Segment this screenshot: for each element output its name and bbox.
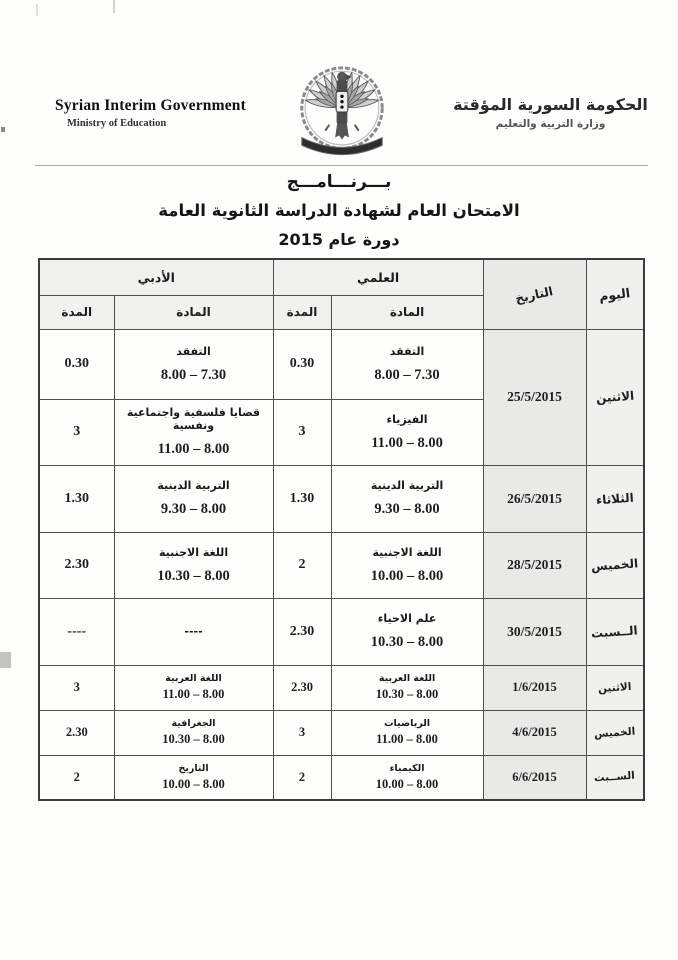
arabic-org-title: الحكومة السورية المؤقتة (453, 95, 648, 114)
day-cell: الســبت (586, 755, 644, 800)
header-subject-literary: المادة (114, 295, 273, 329)
scientific-subject-cell: علم الاحياء 10.30 – 8.00 (331, 598, 483, 665)
header-literary-branch: الأدبي (39, 259, 273, 295)
scientific-duration-cell: 0.30 (273, 329, 331, 399)
literary-duration-cell: 3 (39, 665, 114, 710)
exam-schedule-table (38, 258, 645, 801)
literary-duration-cell: 2.30 (39, 532, 114, 598)
literary-duration-cell: 0.30 (39, 329, 114, 399)
literary-duration-cell: 2.30 (39, 710, 114, 755)
date-cell: 25/5/2015 (483, 329, 586, 465)
date-cell: 30/5/2015 (483, 598, 586, 665)
scientific-subject-cell: التفقد 8.00 – 7.30 (331, 329, 483, 399)
date-cell: 26/5/2015 (483, 465, 586, 532)
date-cell: 6/6/2015 (483, 755, 586, 800)
table-row (39, 710, 644, 755)
english-org-title: Syrian Interim Government (55, 97, 246, 114)
eagle-emblem-icon (283, 62, 401, 164)
literary-subject-cell: ---- (114, 598, 273, 665)
scan-artifact (0, 652, 11, 668)
scientific-duration-cell: 3 (273, 710, 331, 755)
program-title: بـــرنـــامـــج (286, 172, 392, 192)
exam-title: الامتحان العام لشهادة الدراسة الثانوية العامة (158, 201, 520, 220)
day-cell: الخميس (586, 710, 644, 755)
literary-duration-cell: 1.30 (39, 465, 114, 532)
scientific-subject-cell: الفيزياء 11.00 – 8.00 (331, 399, 483, 465)
english-org-block (55, 97, 246, 129)
scientific-duration-cell: 2.30 (273, 598, 331, 665)
literary-duration-cell: 3 (39, 399, 114, 465)
scientific-duration-cell: 3 (273, 399, 331, 465)
scientific-subject-cell: اللغة الاجنبية 10.00 – 8.00 (331, 532, 483, 598)
header-duration-literary: المدة (39, 295, 114, 329)
scientific-subject-cell: الكيمياء 10.00 – 8.00 (331, 755, 483, 800)
literary-subject-cell: اللغة الاجنبية 10.30 – 8.00 (114, 532, 273, 598)
scientific-duration-cell: 2.30 (273, 665, 331, 710)
document-titles (0, 167, 678, 249)
header-subject-scientific: المادة (331, 295, 483, 329)
table-row (39, 532, 644, 598)
literary-subject-cell: التفقد 8.00 – 7.30 (114, 329, 273, 399)
literary-duration-cell: ---- (39, 598, 114, 665)
scientific-subject-cell: الرياضيات 11.00 – 8.00 (331, 710, 483, 755)
literary-subject-cell: الجغرافية 10.30 – 8.00 (114, 710, 273, 755)
table-row (39, 465, 644, 532)
header-date: التاريخ (483, 259, 586, 329)
scientific-duration-cell: 2 (273, 755, 331, 800)
header-scientific-branch: العلمي (273, 259, 483, 295)
day-cell: الاثنين (586, 665, 644, 710)
letterhead (0, 0, 678, 167)
english-org-subtitle: Ministry of Education (67, 118, 167, 129)
literary-subject-cell: التاريخ 10.00 – 8.00 (114, 755, 273, 800)
date-cell: 4/6/2015 (483, 710, 586, 755)
day-cell: الخميس (586, 532, 644, 598)
literary-subject-cell: التربية الدينية 9.30 – 8.00 (114, 465, 273, 532)
letterhead-divider (35, 165, 648, 166)
date-cell: 28/5/2015 (483, 532, 586, 598)
header-duration-scientific: المدة (273, 295, 331, 329)
literary-subject-cell: قضايا فلسفية واجتماعية ونفسية 11.00 – 8.00 (114, 399, 273, 465)
scientific-duration-cell: 1.30 (273, 465, 331, 532)
arabic-org-block (453, 95, 648, 130)
literary-subject-cell: اللغة العربية 11.00 – 8.00 (114, 665, 273, 710)
scientific-duration-cell: 2 (273, 532, 331, 598)
literary-duration-cell: 2 (39, 755, 114, 800)
scientific-subject-cell: اللغة العربية 10.30 – 8.00 (331, 665, 483, 710)
day-cell: الاثنين (586, 329, 644, 465)
session-title: دورة عام 2015 (278, 230, 400, 249)
scientific-subject-cell: التربية الدينية 9.30 – 8.00 (331, 465, 483, 532)
table-row (39, 329, 644, 399)
table-row (39, 665, 644, 710)
table-row (39, 755, 644, 800)
arabic-org-subtitle: وزارة التربية والتعليم (495, 118, 606, 130)
day-cell: الــسبت (586, 598, 644, 665)
day-cell: الثلاثاء (586, 465, 644, 532)
date-cell: 1/6/2015 (483, 665, 586, 710)
table-row (39, 598, 644, 665)
header-day: اليوم (586, 259, 644, 329)
